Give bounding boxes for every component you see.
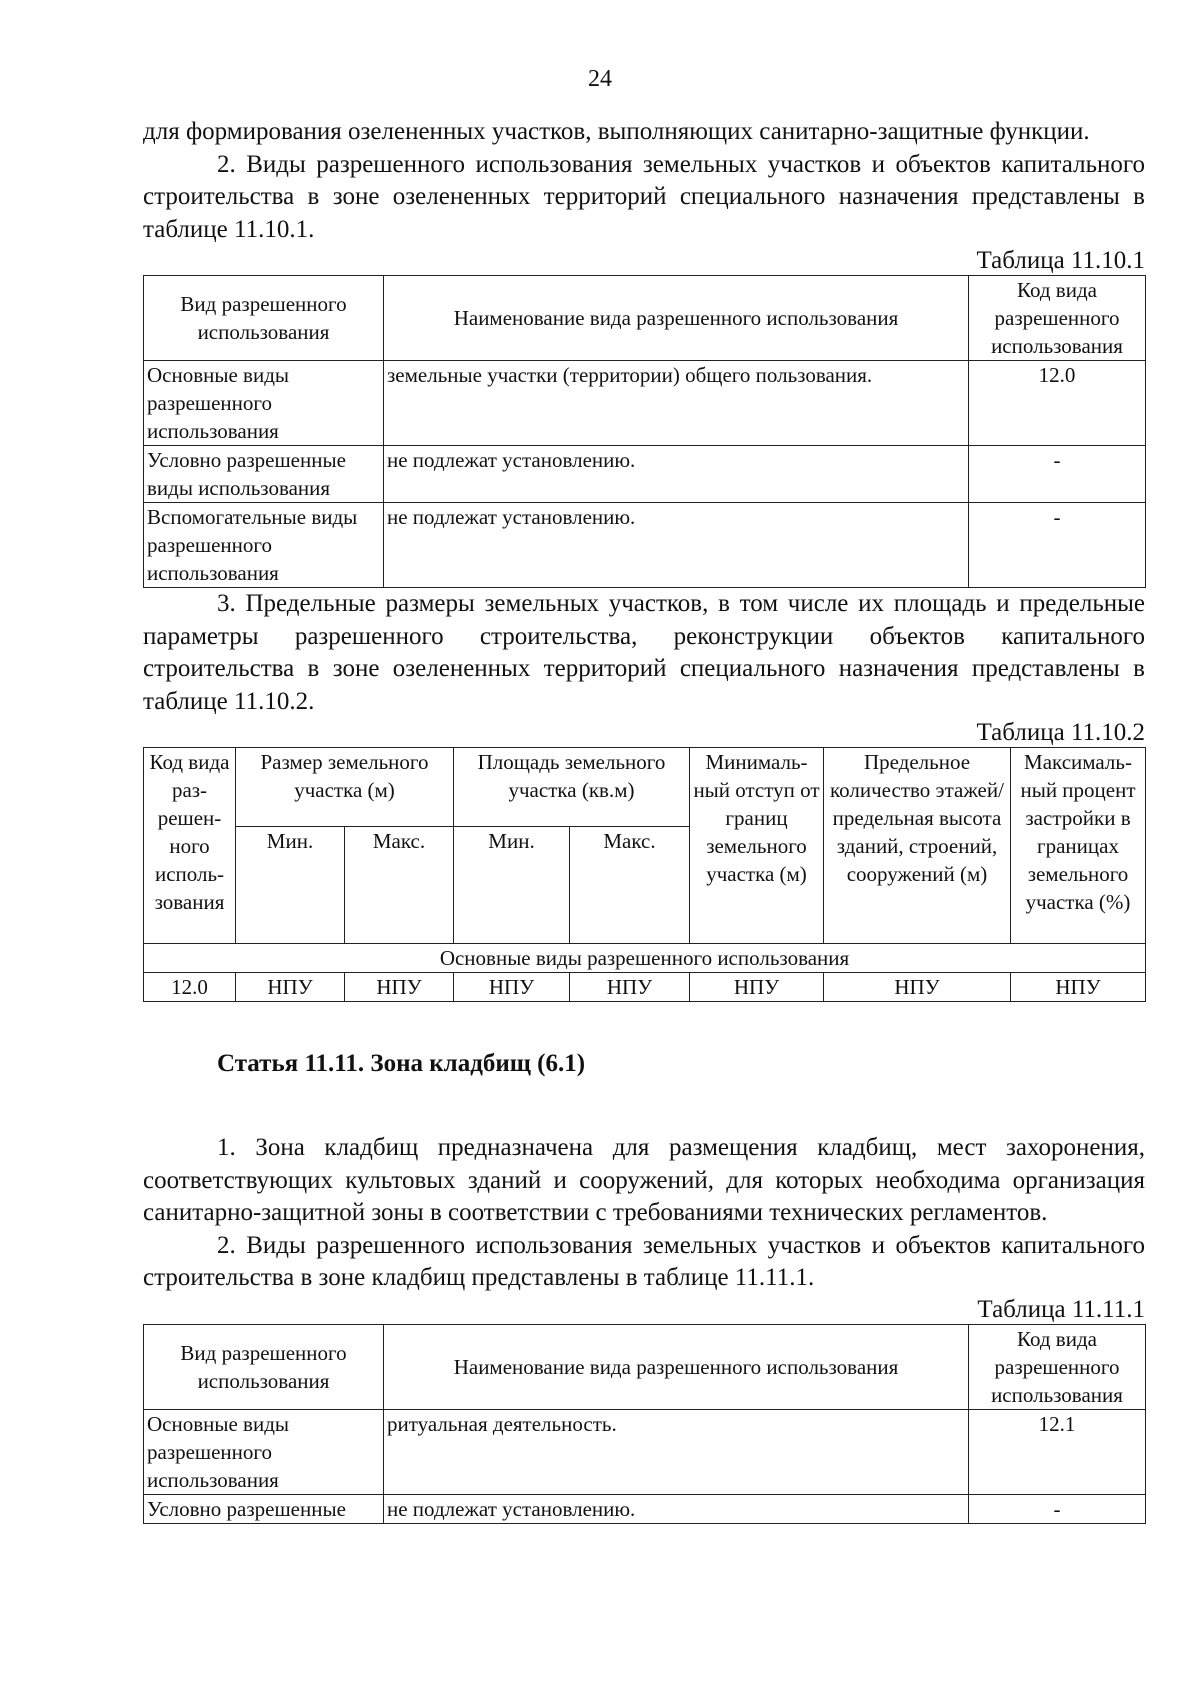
paragraph-3: 3. Предельные размеры земельных участков, в том числе их площадь и предельные параметры разрешенного строительства, реконструкции объектов капитального строительства в зоне озелененных территорий специального назначения представлены в таблице 11.10.2. [143, 590, 1145, 715]
table-group-row: Основные виды разрешенного использования [144, 944, 1146, 973]
table-row [144, 503, 1146, 588]
table-row [144, 973, 1146, 1002]
table-header-cell: Вид разрешенного использования [144, 1324, 384, 1409]
document-body [143, 116, 1145, 1524]
table-cell: НПУ [690, 973, 824, 1002]
table-header-cell: Код вида разрешенного использования [969, 1324, 1146, 1409]
table-header-cell: Мин. [236, 827, 345, 944]
table-cell: Условно разрешенные [144, 1494, 384, 1523]
table-cell: НПУ [454, 973, 570, 1002]
table-header-cell: Код вида раз-решен-ного исполь-зования [144, 748, 236, 944]
table-header-cell: Предельное количество этажей/ предельная высота зданий, строений, сооружений (м) [824, 748, 1011, 944]
table-cell: не подлежат установлению. [384, 1494, 969, 1523]
table-cell: Условно разрешенные виды использования [144, 446, 384, 503]
table-header-cell: Площадь земельного участка (кв.м) [454, 748, 690, 827]
table-cell: НПУ [236, 973, 345, 1002]
table-header-cell: Вид разрешенного использования [144, 276, 384, 361]
table-cell: 12.0 [144, 973, 236, 1002]
table-row [144, 1494, 1146, 1523]
paragraph-2: 2. Виды разрешенного использования земельных участков и объектов капитального строительства в зоне озелененных территорий специального назначения представлены в таблице 11.10.1. [143, 150, 1145, 243]
paragraph-4: 1. Зона кладбищ предназначена для размещения кладбищ, мест захоронения, соответствующих культовых зданий и сооружений, для которых необходима организация санитарно-защитной зоны в соответствии с требованиями технических регламентов. [143, 1134, 1145, 1226]
table-cell: НПУ [824, 973, 1011, 1002]
table-cell: ритуальная деятельность. [384, 1409, 969, 1494]
table-2-caption: Таблица 11.10.2 [976, 719, 1145, 746]
table-11-11-1 [143, 1324, 1146, 1524]
table-11-10-2 [143, 747, 1146, 1002]
section-heading: Статья 11.11. Зона кладбищ (6.1) [217, 1050, 586, 1077]
table-cell: НПУ [570, 973, 690, 1002]
table-header-cell: Минималь-ный отступ от границ земельного участка (м) [690, 748, 824, 944]
page-number: 24 [588, 66, 612, 92]
table-cell: не подлежат установлению. [384, 446, 969, 503]
table-cell: Вспомогательные виды разрешенного использования [144, 503, 384, 588]
table-cell: 12.1 [969, 1409, 1146, 1494]
table-cell: не подлежат установлению. [384, 503, 969, 588]
table-cell: - [969, 503, 1146, 588]
table-row [144, 361, 1146, 446]
table-header-cell: Код вида разрешенного использования [969, 276, 1146, 361]
table-cell: НПУ [345, 973, 454, 1002]
table-header-cell: Макс. [345, 827, 454, 944]
table-header-cell: Макс. [570, 827, 690, 944]
table-header-cell: Наименование вида разрешенного использования [384, 1324, 969, 1409]
table-cell: Основные виды разрешенного использования [144, 361, 384, 446]
table-cell: земельные участки (территории) общего пользования. [384, 361, 969, 446]
table-header-cell: Максималь-ный процент застройки в границах земельного участка (%) [1011, 748, 1146, 944]
table-1-caption: Таблица 11.10.1 [976, 247, 1145, 274]
table-row [144, 1409, 1146, 1494]
paragraph-5: 2. Виды разрешенного использования земельных участков и объектов капитального строительства в зоне кладбищ представлены в таблице 11.11.1. [143, 1231, 1145, 1291]
table-cell: Основные виды разрешенного использования [144, 1409, 384, 1494]
table-header-cell: Мин. [454, 827, 570, 944]
paragraph-1: для формирования озелененных участков, выполняющих санитарно-защитные функции. [143, 118, 1090, 145]
table-row [144, 446, 1146, 503]
table-11-10-1 [143, 275, 1146, 588]
table-cell: - [969, 1494, 1146, 1523]
table-cell: 12.0 [969, 361, 1146, 446]
table-cell: НПУ [1011, 973, 1146, 1002]
table-header-cell: Размер земельного участка (м) [236, 748, 454, 827]
table-header-cell: Наименование вида разрешенного использования [384, 276, 969, 361]
table-cell: - [969, 446, 1146, 503]
table-3-caption: Таблица 11.11.1 [977, 1295, 1145, 1323]
